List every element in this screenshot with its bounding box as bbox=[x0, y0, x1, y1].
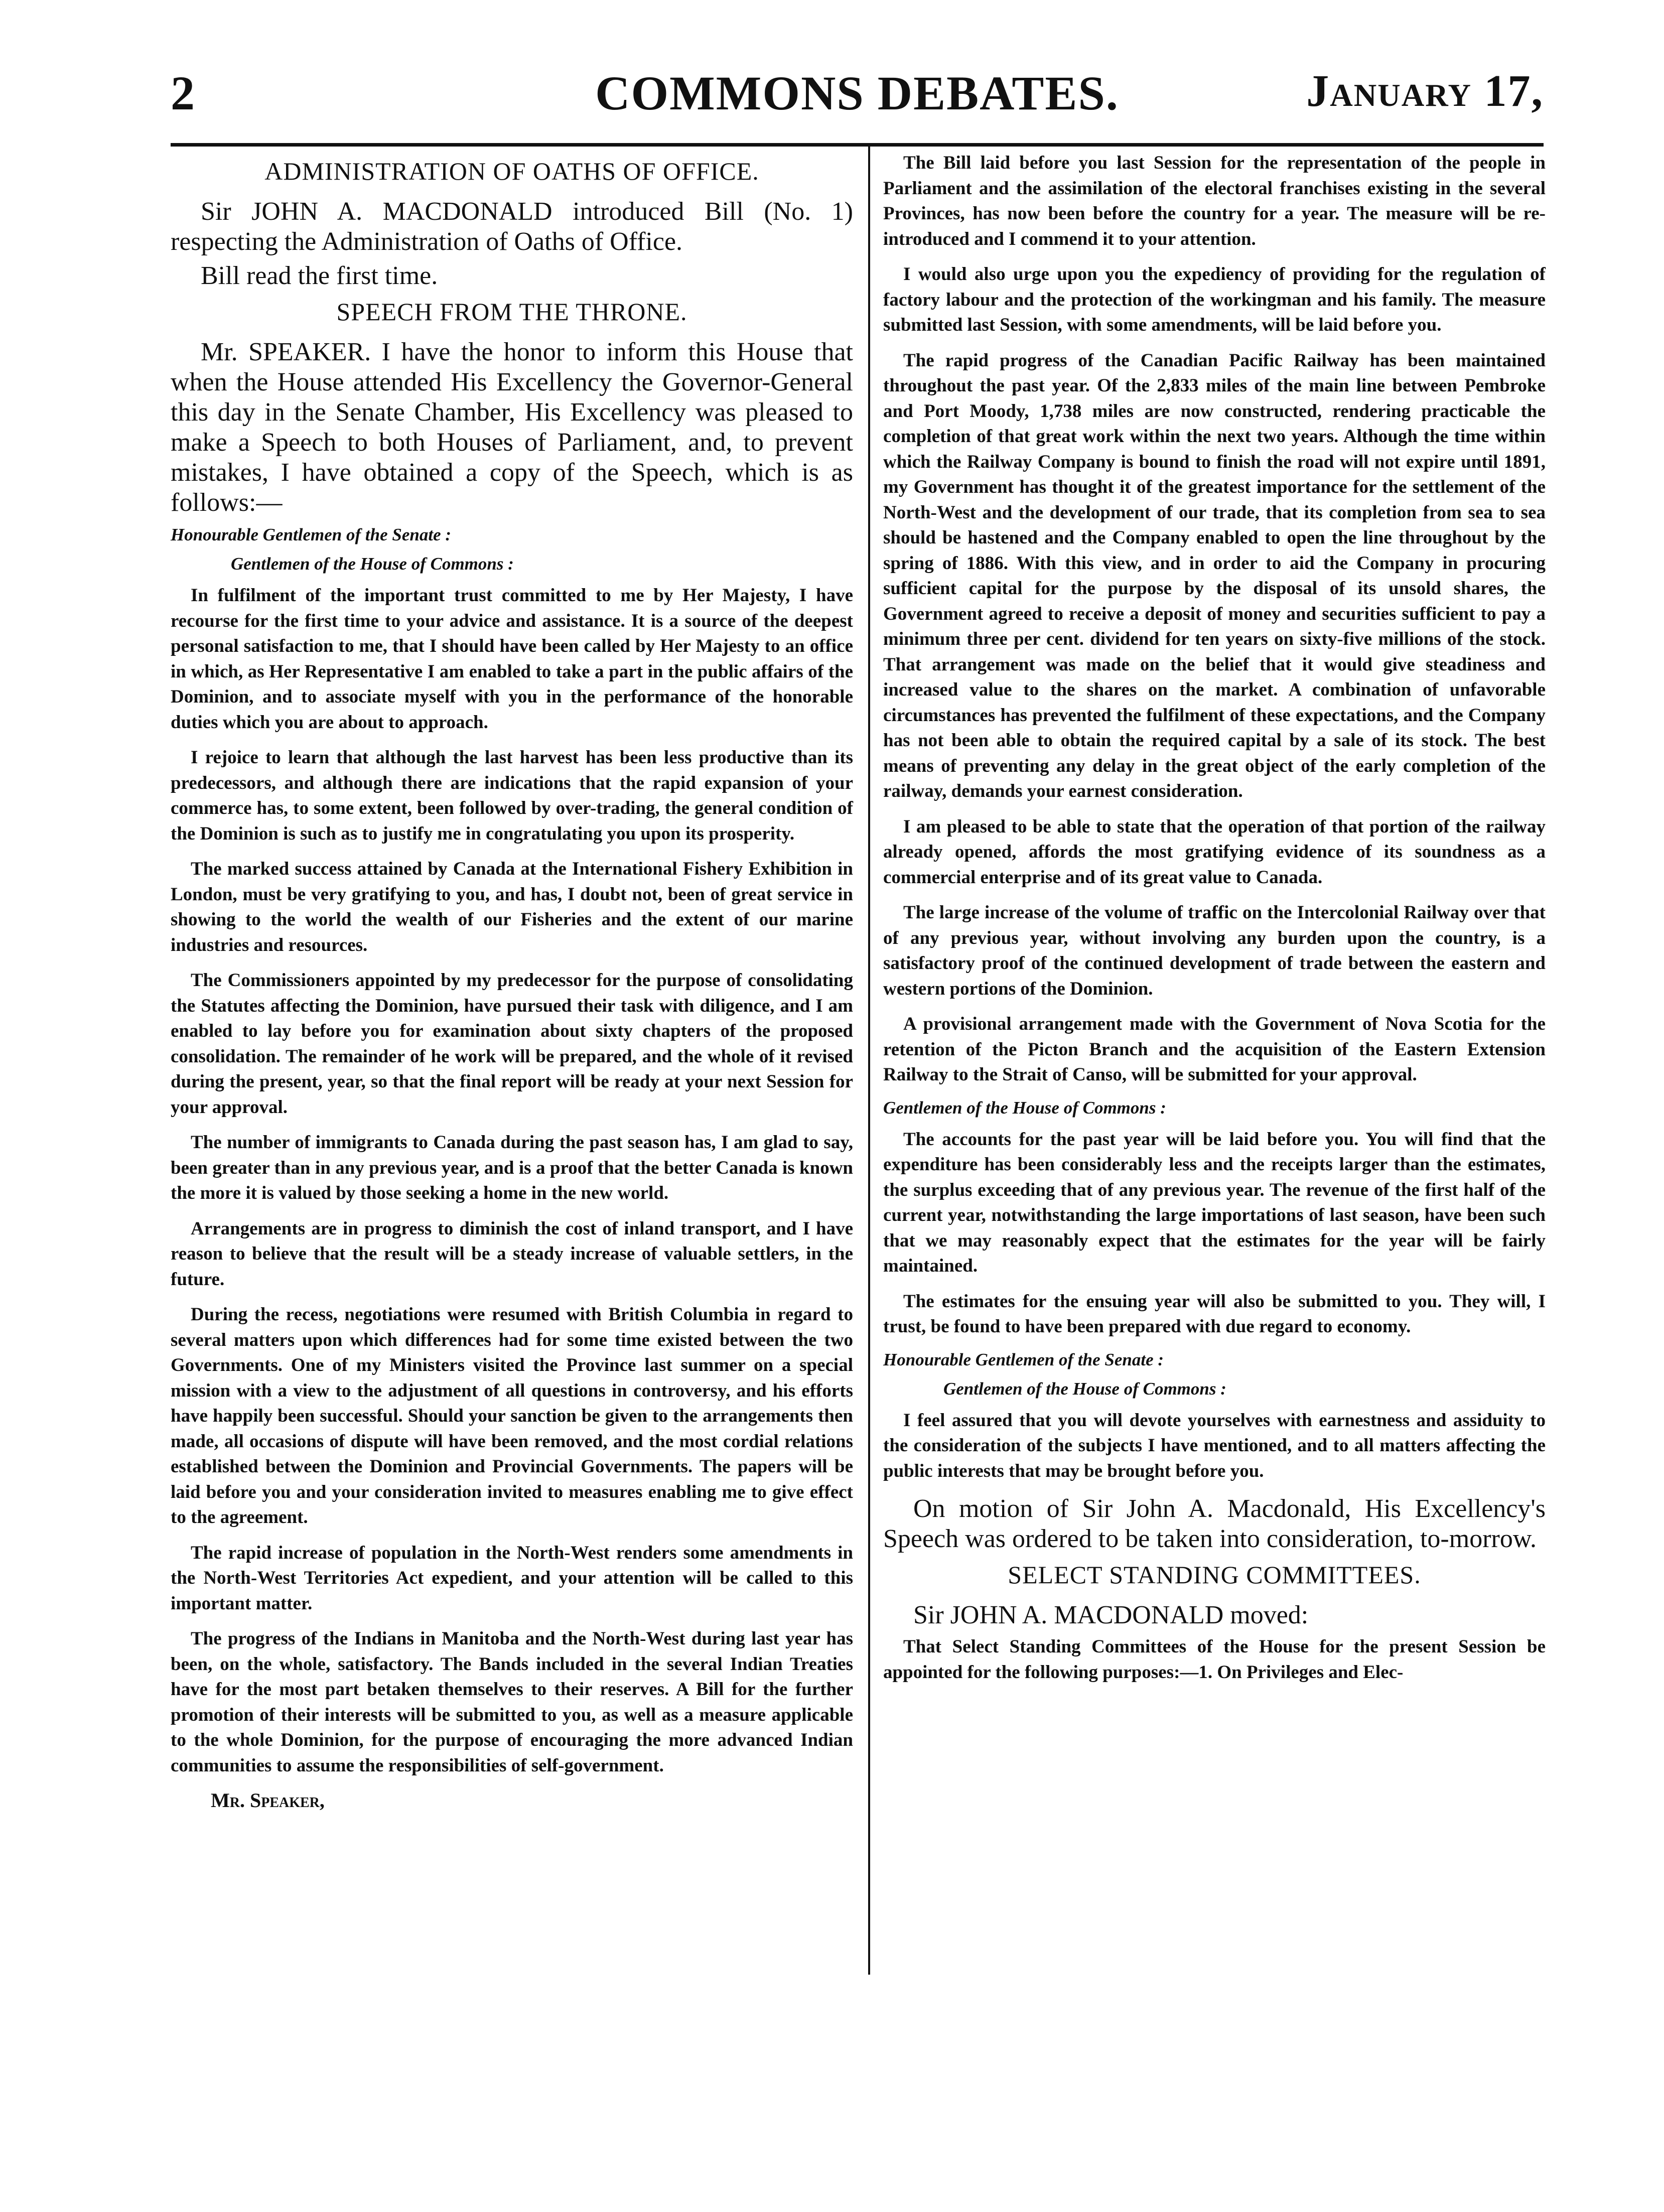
speech-paragraph: I rejoice to learn that although the last harvest has been less productive than its predecessors, and although there are indications that the rapid expansion of your commerce has, to some extent, been followed by over-trading, the general condition of the Dominion is such as to justify me in congratulating you upon its prosperity. bbox=[171, 747, 853, 844]
speech-paragraph: During the recess, negotiations were resumed with British Columbia in regard to several matters upon which differences had for some time existed between the two Governments. One of my Ministers visited the Province last summer on a special mission with a view to the adjustment of all questions in controversy, and his efforts have happily been successful. Should your sanction be given to the arrangements then made, all occasions of dispute will have been removed, and the most cordial relations established between the Dominion and Provincial Governments. The papers will be laid before you and your consideration invited to measures enabling me to give effect to the agreement. bbox=[171, 1304, 853, 1528]
right-column bbox=[883, 151, 1546, 1695]
header-rule bbox=[171, 143, 1544, 147]
speech-paragraph: I am pleased to be able to state that the operation of that portion of the railway already opened, affords the most gratifying evidence of its soundness as a commercial enterprise and of its great value to Canada. bbox=[883, 816, 1546, 888]
speech-paragraph: The rapid progress of the Canadian Pacific Railway has been maintained throughout the past year. Of the 2,833 miles of the main line between Pembroke and Port Moody, 1,738 miles are now constructed, rendering practicable the completion of that great work within the next two years. Although the time within which the Railway Company is bound to finish the road will not expire until 1891, my Government has thought it of the greatest importance for the settlement of the North-West and the development of our trade, that its completion from sea to sea should be hastened and the Company enabled to open the line throughout by the spring of 1886. With this view, and in order to aid the Company in procuring sufficient capital for the purpose by the disposal of its unsold shares, the Government agreed to receive a deposit of money and securities sufficient to pay a minimum three per cent. dividend for ten years on sixty-five millions of the stock. That arrangement was made on the belief that it would give steadiness and increased value to the shares on the market. A combination of unfavorable circumstances has prevented the fulfilment of these expectations, and the Company has not been able to obtain the required capital by a sale of its stock. The best means of preventing any delay in the great object of the early completion of the railway, demands your earnest consideration. bbox=[883, 350, 1546, 801]
speech-paragraph: In fulfilment of the important trust committed to me by Her Majesty, I have recourse for the first time to your advice and assistance. It is a source of the deepest personal satisfaction to me, that I should have been called by Her Majesty to an office in which, as Her Representative I am enabled to take a part in the public affairs of the Dominion, and to associate myself with you in the performance of the honorable duties which you are about to approach. bbox=[171, 585, 853, 733]
publication-title: COMMONS DEBATES. bbox=[595, 66, 1119, 120]
speech-paragraph: The large increase of the volume of traffic on the Intercolonial Railway over that of any previous year, without involving any burden upon the country, is a satisfactory proof of the continued development of trade between the eastern and western portions of the Dominion. bbox=[883, 902, 1546, 999]
speech-paragraph: The estimates for the ensuing year will also be submitted to you. They will, I trust, be found to have been prepared with due regard to economy. bbox=[883, 1291, 1546, 1337]
speech-paragraph: I feel assured that you will devote yourselves with earnestness and assiduity to the consideration of the subjects I have mentioned, and to all matters affecting the public interests that may be brought before you. bbox=[883, 1410, 1546, 1481]
speech-paragraph: The progress of the Indians in Manitoba and the North-West during last year has been, on the whole, satisfactory. The Bands included in the several Indian Treaties have for the most part betaken themselves to their reserves. A Bill for the further promotion of their interests will be submitted to you, as well as a measure applicable to the whole Dominion, for the purpose of encouraging the more advanced Indian communities to assume the responsibilities of self-government. bbox=[171, 1628, 853, 1776]
page-header bbox=[171, 65, 1544, 135]
salute-commons: Gentlemen of the House of Commons : bbox=[943, 1378, 1226, 1399]
speech-paragraph: The rapid increase of population in the North-West renders some amendments in the North-West Territories Act expedient, and your attention will be called to this important matter. bbox=[171, 1542, 853, 1614]
oaths-read: Bill read the first time. bbox=[201, 261, 438, 290]
speech-paragraph: The Commissioners appointed by my predecessor for the purpose of consolidating the Statutes affecting the Dominion, have pursued their task with diligence, and I am enabled to lay before you for examination about sixty chapters of the proposed consolidation. The remainder of he work will be prepared, and the whole of it revised during the present, year, so that the final report will be ready at your next Session for your approval. bbox=[171, 970, 853, 1118]
page-number: 2 bbox=[171, 66, 195, 120]
speech-paragraph: The Bill laid before you last Session for the representation of the people in Parliament and the assimilation of the electoral franchises existing in the several Provinces, has now been before the country for a year. The measure will be re-introduced and I commend it to your attention. bbox=[883, 153, 1546, 249]
closing-speaker: Mr. Speaker, bbox=[211, 1789, 325, 1812]
committees-heading: SELECT STANDING COMMITTEES. bbox=[1008, 1561, 1421, 1589]
salute-commons: Gentlemen of the House of Commons : bbox=[883, 1097, 1166, 1118]
oaths-heading: ADMINISTRATION OF OATHS OF OFFICE. bbox=[264, 157, 759, 185]
column-divider bbox=[868, 143, 870, 1975]
speech-paragraph: The marked success attained by Canada at the International Fishery Exhibition in London, must be very gratifying to you, and has, I doubt not, been of great service in showing to the world the wealth of our Fisheries and the extent of our marine industries and resources. bbox=[171, 859, 853, 955]
speech-paragraph: I would also urge upon you the expediency of providing for the regulation of factory labour and the protection of the workingman and his family. The measure submitted last Session, with some amendments, will be laid before you. bbox=[883, 264, 1546, 335]
speech-paragraph: The accounts for the past year will be laid before you. You will find that the expenditure has been considerably less and the receipts larger than the estimates, the surplus exceeding that of any previous year. The revenue of the first half of the current year, notwithstanding the large importations of last season, have been such that we may reasonably expect that the estimates for the year will be fairly maintained. bbox=[883, 1129, 1546, 1276]
issue-date: January 17, bbox=[1306, 66, 1544, 116]
moved-text: Sir JOHN A. MACDONALD moved: bbox=[913, 1601, 1309, 1629]
left-column bbox=[171, 151, 853, 1817]
throne-intro: Mr. SPEAKER. I have the honor to inform this House that when the House attended His Excellency the Governor-General this day in the Senate Chamber, His Excellency was pleased to make a Speech to both Houses of Parliament, and, to prevent mistakes, I have obtained a copy of the Speech, which is as follows:— bbox=[171, 338, 853, 517]
speech-paragraph: A provisional arrangement made with the Government of Nova Scotia for the retention of the Picton Branch and the acquisition of the Eastern Extension Railway to the Strait of Canso, will be submitted for your approval. bbox=[883, 1014, 1546, 1085]
throne-heading: SPEECH FROM THE THRONE. bbox=[336, 298, 687, 326]
motion-text: On motion of Sir John A. Macdonald, His Excellency's Speech was ordered to be taken into consideration, to-morrow. bbox=[883, 1494, 1546, 1553]
committees-text: That Select Standing Committees of the House for the present Session be appointed for the following purposes:—1. On Privileges and Elec- bbox=[883, 1636, 1546, 1683]
salute-senate: Honourable Gentlemen of the Senate : bbox=[883, 1349, 1164, 1369]
speech-paragraph: Arrangements are in progress to diminish the cost of inland transport, and I have reason to believe that the result will be a steady increase of valuable settlers, in the future. bbox=[171, 1218, 853, 1290]
salute-commons: Gentlemen of the House of Commons : bbox=[231, 554, 514, 574]
salute-senate: Honourable Gentlemen of the Senate : bbox=[171, 525, 452, 544]
speech-paragraph: The number of immigrants to Canada during the past season has, I am glad to say, been greater than in any previous year, and is a proof that the better Canada is known the more it is valued by those seeking a home in the new world. bbox=[171, 1132, 853, 1203]
oaths-intro: Sir JOHN A. MACDONALD introduced Bill (No. 1) respecting the Administration of Oaths of Office. bbox=[171, 197, 853, 256]
